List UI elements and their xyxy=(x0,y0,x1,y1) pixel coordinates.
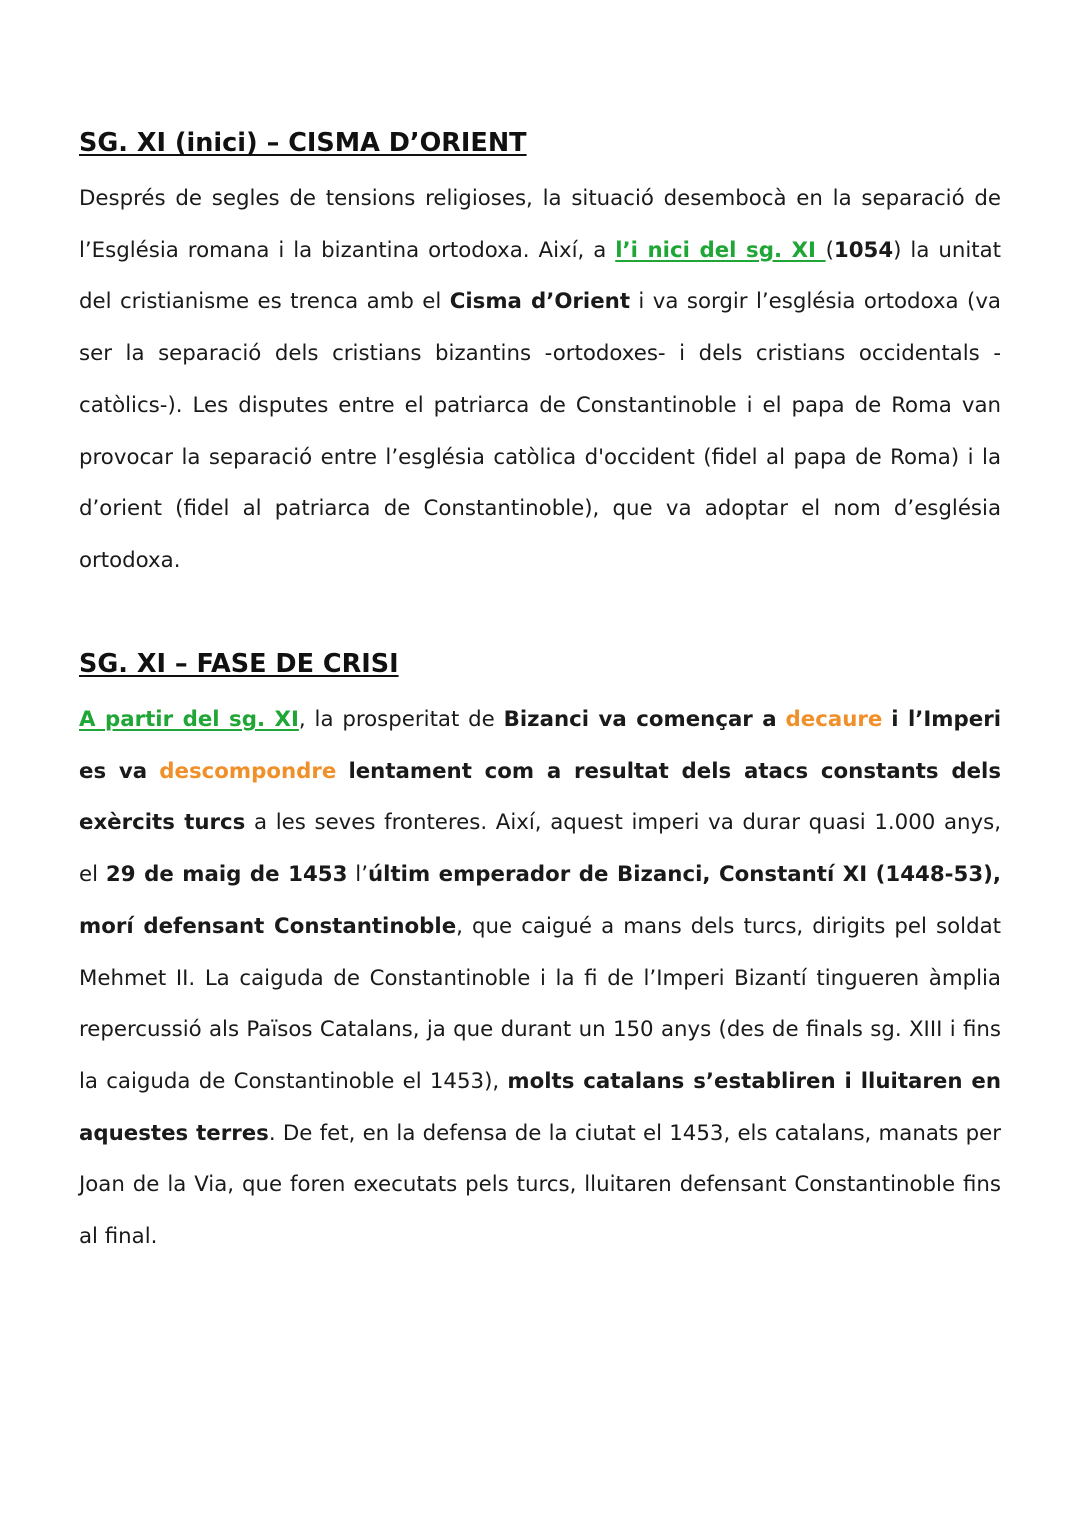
bold-year: 1054 xyxy=(833,237,894,263)
bold-run: lentament com a resultat dels atacs constants dels exèrcits turcs xyxy=(79,758,1002,836)
bold-run: últim emperador de Bizanci, Constantí XI (1448-53), morí defensant Constantinoble xyxy=(79,862,1001,939)
bold-run: i l’Imperi es va xyxy=(79,707,1001,784)
text-run: . De fet, en la defensa de la ciutat el 1453, els catalans, manats per Joan de la Via, que foren executats pels turcs, lluitaren defensant Constantinoble fins al final. xyxy=(79,1120,1001,1250)
text-run: a les seves fronteres. Així, aquest imperi va durar quasi 1.000 anys, el xyxy=(79,810,1001,888)
section-heading-crisi: SG. XI – FASE DE CRISI xyxy=(79,649,399,679)
space xyxy=(336,759,348,784)
text-run: l’ xyxy=(347,862,368,888)
bold-cisma: Cisma d’Orient xyxy=(449,289,631,315)
text-run: , que caigué a mans dels turcs, dirigits pel soldat Mehmet II. La caiguda de Constantinoble i la fi de l’Imperi Bizantí tingueren àmplia repercussió als Països Catalans, ja que durant un 150 anys (des de finals sg. XIII i fins la caiguda de Constantinoble el 1453), xyxy=(79,913,1001,1094)
highlight-link-inici: l’i nici del sg. XI xyxy=(615,237,826,263)
space xyxy=(882,707,891,732)
paragraph-crisi xyxy=(79,694,1001,1263)
paragraph-cisma xyxy=(79,173,1001,587)
space xyxy=(777,707,786,732)
text-run: , la prosperitat de xyxy=(298,707,504,732)
highlight-link-apartir: A partir del sg. XI xyxy=(79,707,299,732)
orange-decaure: decaure xyxy=(785,707,883,732)
text-run: Després de segles de tensions religioses, la situació desembocà en la separació de l’Església romana i la bizantina ortodoxa. Així, a xyxy=(79,186,1001,263)
section-heading-cisma: SG. XI (inici) – CISMA D’ORIENT xyxy=(79,128,527,158)
text-run: i va sorgir l’església ortodoxa (va ser la separació dels cristians bizantins -ortodoxes- i dels cristians occidentals -catòlics-). Les disputes entre el patriarca de Constantinoble i el papa de Roma van provocar la separació entre l’església catòlica d'occident (fidel al papa de Roma) i la d’orient (fidel al patriarca de Constantinoble), que va adoptar el nom d’església ortodoxa. xyxy=(79,289,1001,573)
text-run: ( xyxy=(825,237,834,263)
space xyxy=(147,759,159,784)
orange-descompondre: descompondre xyxy=(159,758,337,784)
bold-date: 29 de maig de 1453 xyxy=(105,862,348,888)
text-run: ) la unitat del cristianisme es trenca amb el xyxy=(79,237,1001,315)
bold-run: molts catalans s’establiren i lluitaren en aquestes terres xyxy=(79,1068,1001,1146)
bold-run: Bizanci va començar a xyxy=(503,707,777,732)
